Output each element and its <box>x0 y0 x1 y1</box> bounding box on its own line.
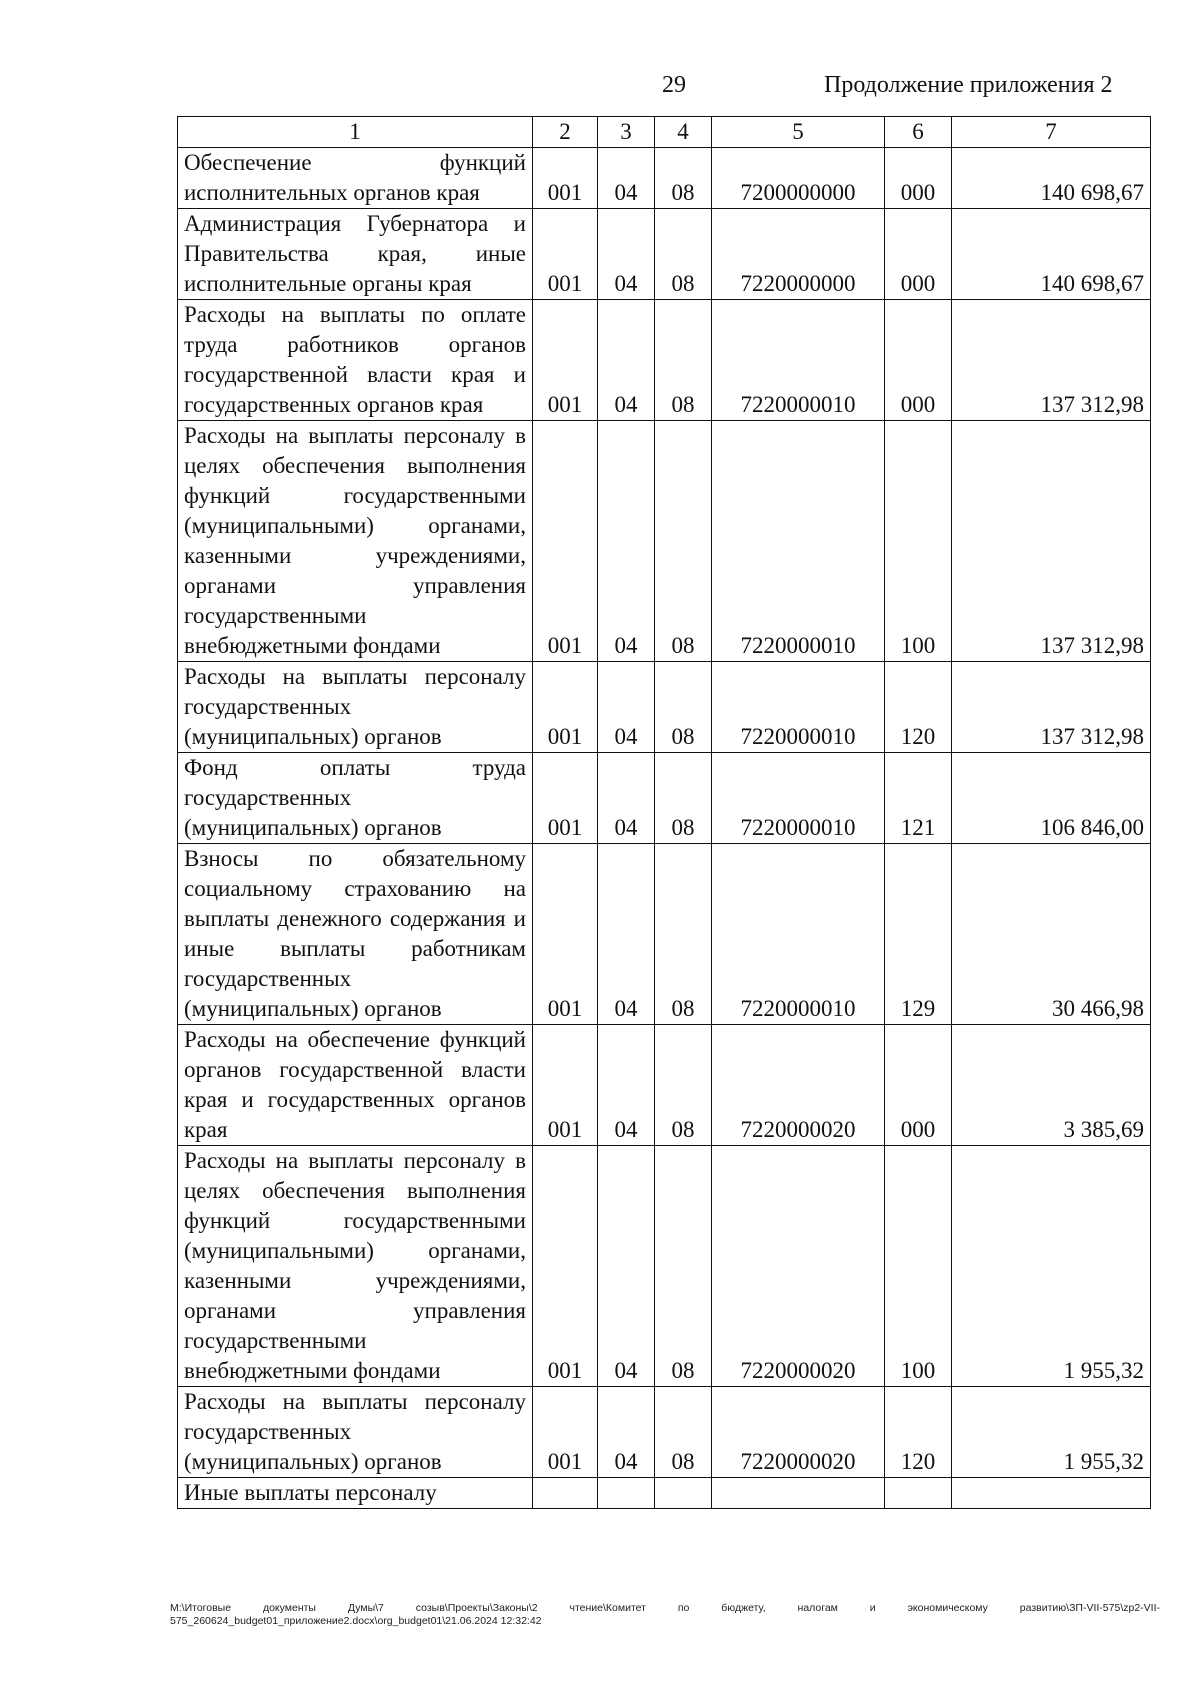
row-code-5: 7220000020 <box>712 1025 885 1146</box>
row-code-4: 08 <box>655 1387 712 1478</box>
footer-file-path: M:\Итоговые документы Думы\7 созыв\Проекты\Законы\2 чтение\Комитет по бюджету, налогам и экономическому развитию\ЗП-VII-575\zp2-VII-575_260624_budget01_приложение2.docx\org_budget01\21.06.2024 12:32:42 <box>170 1602 1160 1627</box>
row-code-3: 04 <box>598 421 655 662</box>
row-name: Обеспечение функций исполнительных органов края <box>178 148 533 209</box>
row-code-6: 129 <box>885 844 952 1025</box>
table-row <box>178 753 1151 844</box>
row-amount <box>952 1478 1151 1509</box>
row-code-2: 001 <box>533 844 598 1025</box>
column-header-5: 5 <box>712 117 885 148</box>
column-header-2: 2 <box>533 117 598 148</box>
row-code-4: 08 <box>655 209 712 300</box>
continuation-title: Продолжение приложения 2 <box>824 72 1113 98</box>
row-code-5: 7220000020 <box>712 1387 885 1478</box>
column-header-3: 3 <box>598 117 655 148</box>
row-code-5: 7220000000 <box>712 209 885 300</box>
column-header-4: 4 <box>655 117 712 148</box>
row-code-5: 7220000010 <box>712 753 885 844</box>
table-row <box>178 421 1151 662</box>
row-code-3: 04 <box>598 1146 655 1387</box>
row-amount: 137 312,98 <box>952 300 1151 421</box>
row-name: Расходы на выплаты персоналу государственных (муниципальных) органов <box>178 662 533 753</box>
row-amount: 140 698,67 <box>952 148 1151 209</box>
row-amount: 137 312,98 <box>952 662 1151 753</box>
row-amount: 1 955,32 <box>952 1387 1151 1478</box>
row-code-4: 08 <box>655 148 712 209</box>
row-code-2: 001 <box>533 209 598 300</box>
row-code-3 <box>598 1478 655 1509</box>
row-code-4: 08 <box>655 421 712 662</box>
row-amount: 3 385,69 <box>952 1025 1151 1146</box>
row-code-5: 7220000010 <box>712 421 885 662</box>
row-code-3: 04 <box>598 662 655 753</box>
column-header-1: 1 <box>178 117 533 148</box>
row-amount: 106 846,00 <box>952 753 1151 844</box>
row-code-4: 08 <box>655 844 712 1025</box>
row-name: Расходы на выплаты персоналу государственных (муниципальных) органов <box>178 1387 533 1478</box>
table-row <box>178 1146 1151 1387</box>
row-code-6: 000 <box>885 148 952 209</box>
table-row <box>178 209 1151 300</box>
table-row <box>178 1387 1151 1478</box>
column-header-7: 7 <box>952 117 1151 148</box>
row-code-3: 04 <box>598 300 655 421</box>
row-code-6 <box>885 1478 952 1509</box>
row-code-3: 04 <box>598 1387 655 1478</box>
row-code-5: 7220000010 <box>712 844 885 1025</box>
row-code-5: 7220000020 <box>712 1146 885 1387</box>
row-code-2: 001 <box>533 1146 598 1387</box>
row-code-4: 08 <box>655 300 712 421</box>
row-code-2: 001 <box>533 300 598 421</box>
table-row <box>178 844 1151 1025</box>
row-amount: 30 466,98 <box>952 844 1151 1025</box>
row-code-5: 7220000010 <box>712 300 885 421</box>
row-code-2: 001 <box>533 421 598 662</box>
row-name: Фонд оплаты труда государственных (муниципальных) органов <box>178 753 533 844</box>
row-name: Иные выплаты персоналу <box>178 1478 533 1509</box>
table-row <box>178 662 1151 753</box>
row-name: Расходы на выплаты по оплате труда работников органов государственной власти края и государственных органов края <box>178 300 533 421</box>
row-code-3: 04 <box>598 1025 655 1146</box>
row-code-2: 001 <box>533 662 598 753</box>
row-code-3: 04 <box>598 753 655 844</box>
row-code-6: 000 <box>885 1025 952 1146</box>
budget-table <box>177 116 1151 1509</box>
row-code-4: 08 <box>655 753 712 844</box>
row-code-4: 08 <box>655 1146 712 1387</box>
table-row <box>178 1478 1151 1509</box>
row-code-6: 000 <box>885 300 952 421</box>
column-header-6: 6 <box>885 117 952 148</box>
row-amount: 137 312,98 <box>952 421 1151 662</box>
row-code-3: 04 <box>598 844 655 1025</box>
row-code-6: 100 <box>885 421 952 662</box>
row-code-3: 04 <box>598 209 655 300</box>
row-code-6: 100 <box>885 1146 952 1387</box>
row-amount: 1 955,32 <box>952 1146 1151 1387</box>
row-code-5: 7200000000 <box>712 148 885 209</box>
row-code-2 <box>533 1478 598 1509</box>
row-code-4: 08 <box>655 662 712 753</box>
row-name: Расходы на выплаты персоналу в целях обеспечения выполнения функций государственными (муниципальными) органами, казенными учреждениями, органами управления государственными внебюджетными фондами <box>178 421 533 662</box>
table-row <box>178 148 1151 209</box>
row-name: Взносы по обязательному социальному страхованию на выплаты денежного содержания и иные выплаты работникам государственных (муниципальных) органов <box>178 844 533 1025</box>
row-code-5 <box>712 1478 885 1509</box>
row-code-4: 08 <box>655 1025 712 1146</box>
header-row <box>178 117 1151 148</box>
row-code-5: 7220000010 <box>712 662 885 753</box>
row-code-6: 120 <box>885 1387 952 1478</box>
table-row <box>178 300 1151 421</box>
row-name: Администрация Губернатора и Правительства края, иные исполнительные органы края <box>178 209 533 300</box>
row-code-2: 001 <box>533 753 598 844</box>
row-code-4 <box>655 1478 712 1509</box>
table-row <box>178 1025 1151 1146</box>
row-code-6: 000 <box>885 209 952 300</box>
row-code-3: 04 <box>598 148 655 209</box>
row-code-2: 001 <box>533 148 598 209</box>
row-code-6: 120 <box>885 662 952 753</box>
row-amount: 140 698,67 <box>952 209 1151 300</box>
row-code-2: 001 <box>533 1025 598 1146</box>
row-name: Расходы на выплаты персоналу в целях обеспечения выполнения функций государственными (муниципальными) органами, казенными учреждениями, органами управления государственными внебюджетными фондами <box>178 1146 533 1387</box>
row-code-6: 121 <box>885 753 952 844</box>
page-number: 29 <box>662 72 686 98</box>
row-name: Расходы на обеспечение функций органов государственной власти края и государственных органов края <box>178 1025 533 1146</box>
row-code-2: 001 <box>533 1387 598 1478</box>
